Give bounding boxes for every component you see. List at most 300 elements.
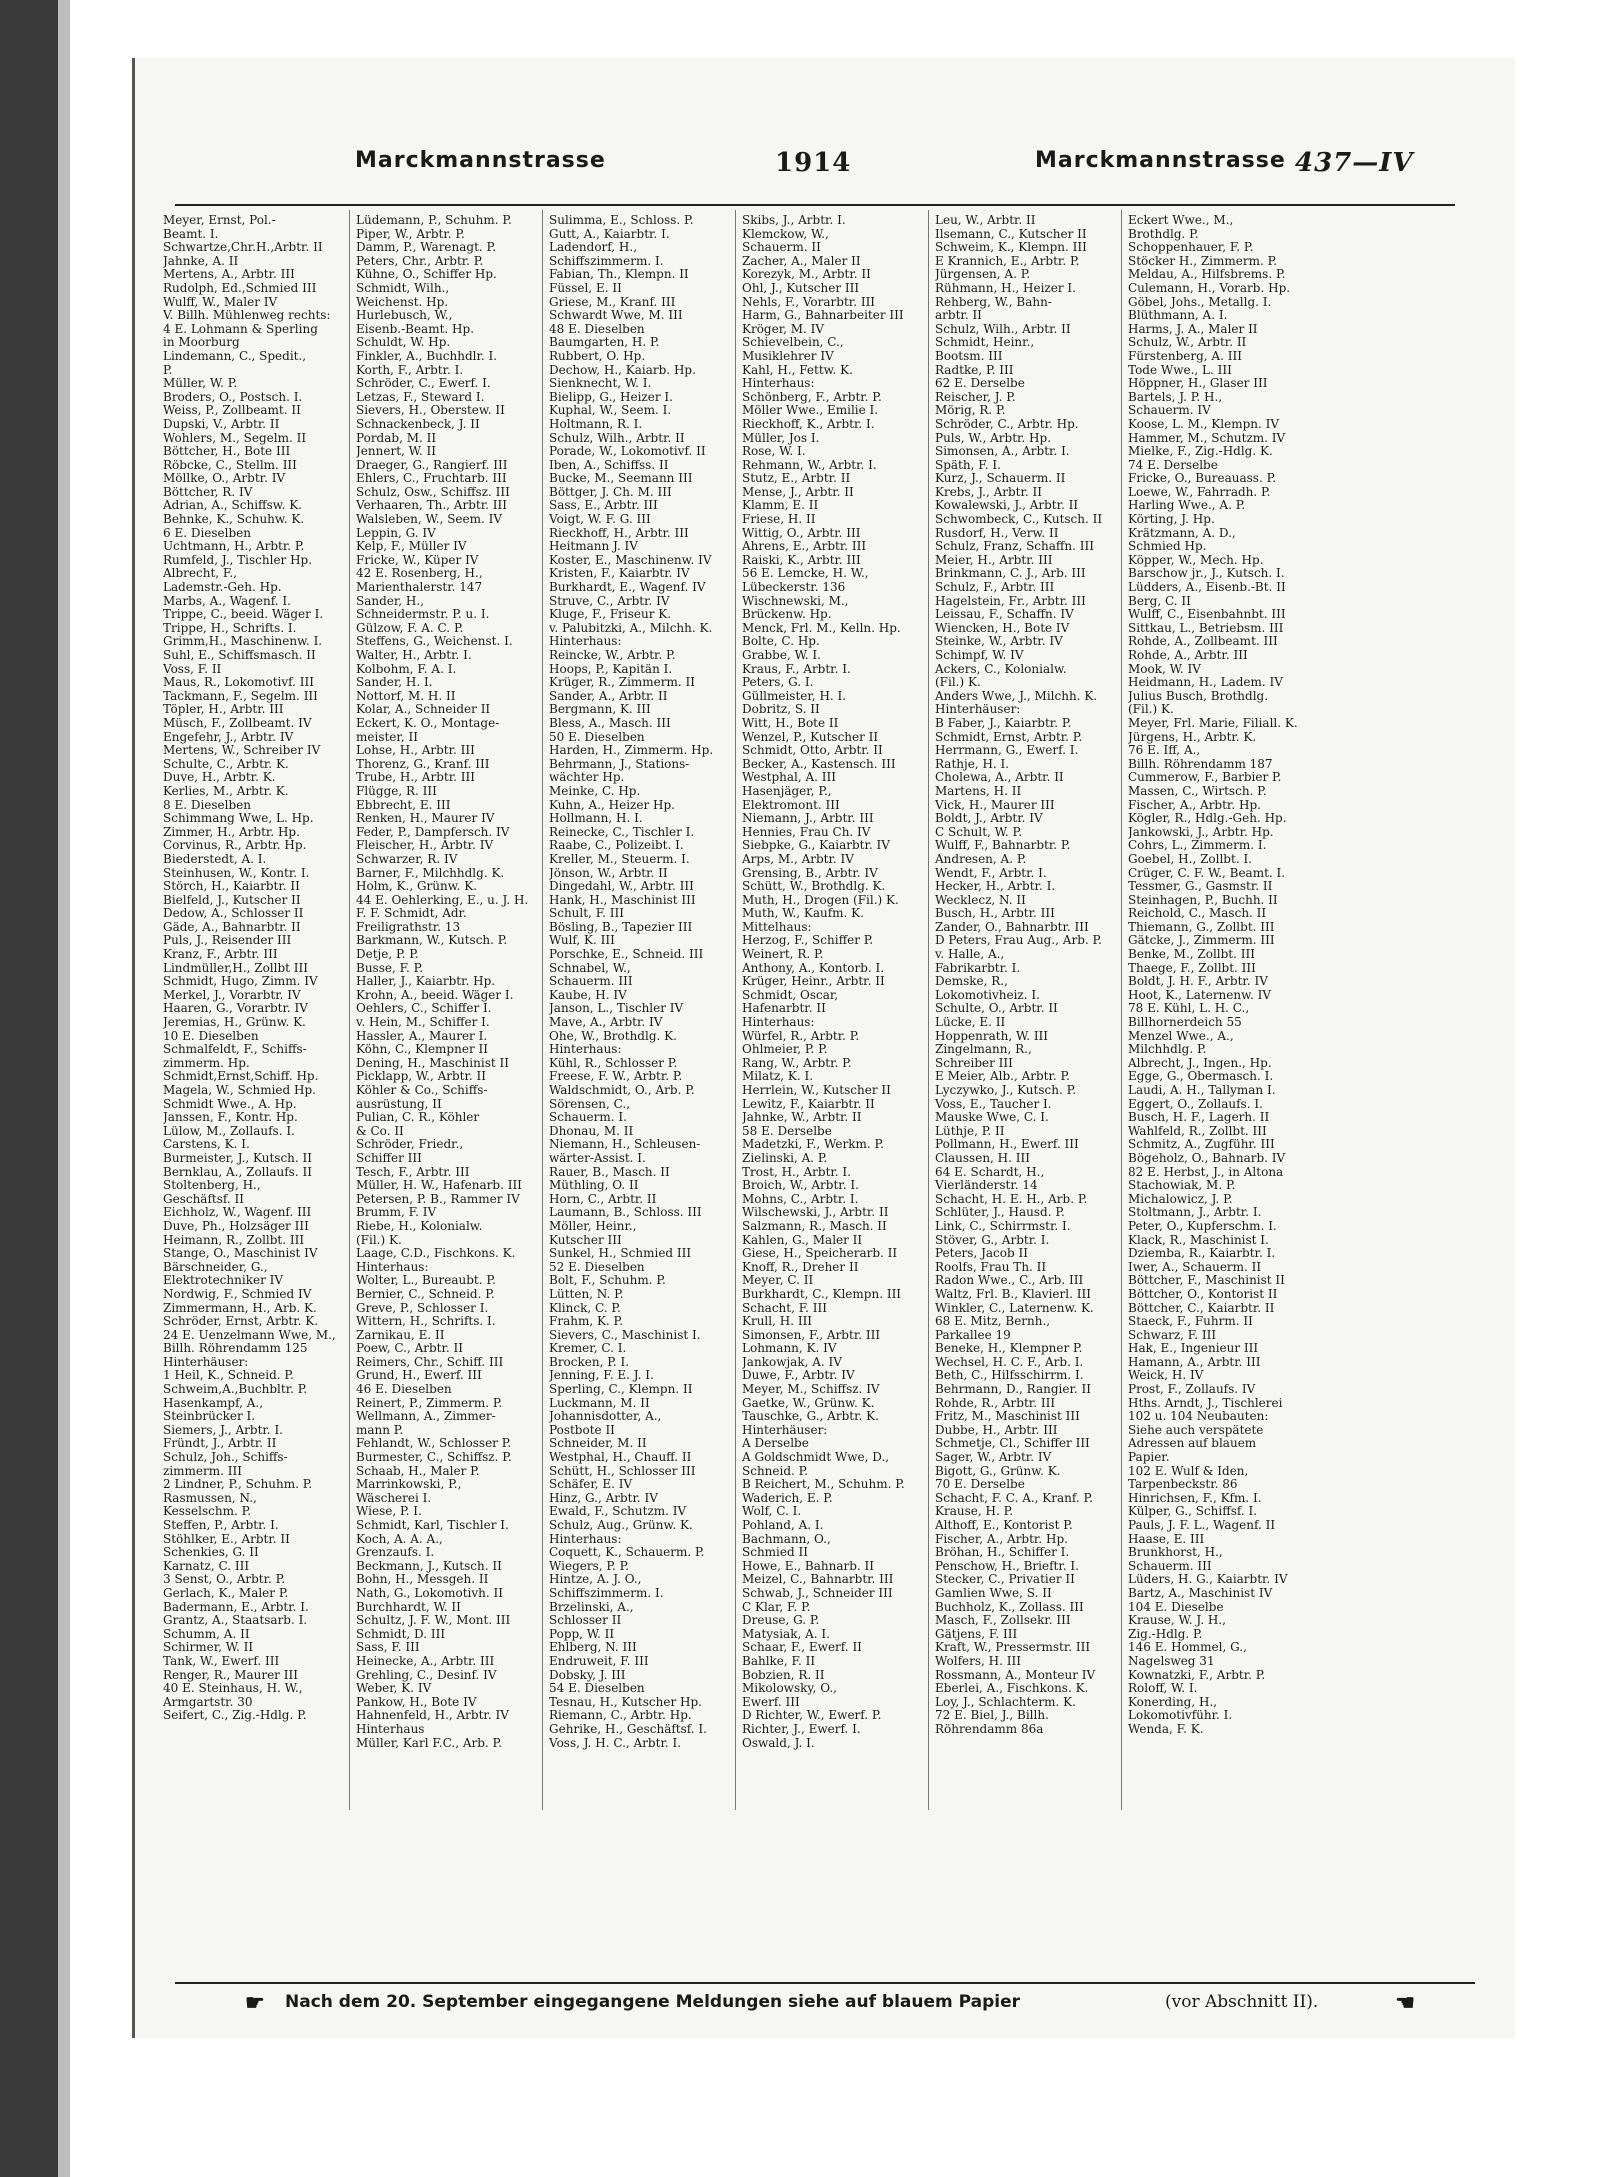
directory-entry: Göbel, Johs., Metallg. I. <box>1128 295 1272 309</box>
directory-entry: Loewe, W., Fahrradh. P. <box>1128 485 1271 499</box>
directory-entry: Tessmer, G., Gasmstr. II <box>1128 880 1273 894</box>
directory-entry: Pordab, M. II <box>356 431 437 445</box>
directory-entry: Hintze, A. J. O., <box>549 1573 642 1587</box>
directory-entry: Ladendorf, H., <box>549 241 638 255</box>
directory-entry: 24 E. Uenzelmann Wwe, M., <box>163 1328 336 1342</box>
directory-entry: 64 E. Schardt, H., <box>935 1165 1045 1179</box>
directory-entry: Kraft, W., Pressermstr. III <box>935 1641 1091 1655</box>
directory-entry: Waldschmidt, O., Arb. P. <box>549 1084 695 1097</box>
directory-entry: Hagelstein, Fr., Arbtr. III <box>935 594 1086 608</box>
directory-entry: Schütt, H., Schlosser III <box>549 1464 696 1478</box>
directory-entry: Muth, W., Kaufm. K. <box>742 907 864 921</box>
directory-entry: Jenning, F. E. J. I. <box>549 1369 654 1383</box>
directory-entry: Schwombeck, C., Kutsch. II <box>935 513 1103 527</box>
column-1 <box>157 210 350 1810</box>
directory-entry: Ewald, F., Schutzm. IV <box>549 1505 687 1519</box>
directory-entry: Schauerm. IV <box>1128 404 1211 418</box>
directory-entry: Sittkau, L., Betriebsm. III <box>1128 621 1284 635</box>
directory-entry: Krull, H. III <box>742 1315 813 1329</box>
directory-entry: Grenzaufs. I. <box>356 1546 435 1560</box>
directory-entry: Gätcke, J., Zimmerm. III <box>1128 934 1275 948</box>
directory-entry: Schult, F. III <box>549 907 624 921</box>
directory-entry: Trube, H., Arbtr. III <box>356 771 475 785</box>
directory-entry: Maus, R., Lokomotivf. III <box>163 676 315 690</box>
directory-entry: Biederstedt, A. I. <box>163 852 267 866</box>
directory-entry: Sander, H., <box>356 594 425 608</box>
directory-entry: Salzmann, R., Masch. II <box>742 1219 887 1233</box>
directory-entry: Dreuse, G. P. <box>742 1614 820 1628</box>
directory-entry: Parkallee 19 <box>935 1328 1011 1342</box>
directory-entry: Wulf, K. III <box>549 934 615 948</box>
directory-entry: Wiese, P. I. <box>356 1505 422 1519</box>
directory-entry: & Co. II <box>356 1124 404 1138</box>
directory-entry: Dupski, V., Arbtr. II <box>163 417 280 431</box>
directory-entry: Roloff, W. I. <box>1128 1682 1198 1696</box>
directory-entry: 102 E. Wulf & Iden, <box>1128 1464 1249 1478</box>
directory-entry: Güllmeister, H. I. <box>742 689 847 703</box>
directory-entry: Waltz, Frl. B., Klavierl. III <box>935 1287 1091 1301</box>
directory-entry: E Meier, Alb., Arbtr. P. <box>935 1070 1070 1084</box>
directory-entry: Renger, R., Maurer III <box>163 1668 298 1682</box>
directory-entry: 82 E. Herbst, J., in Altona <box>1128 1165 1284 1179</box>
directory-entry: Zimmermann, H., Arb. K. <box>163 1301 317 1315</box>
directory-entry: Hassler, A., Maurer I. <box>356 1029 488 1043</box>
directory-entry: Gutt, A., Kaiarbtr. I. <box>549 227 670 241</box>
directory-entry: Hank, H., Maschinist III <box>549 893 696 907</box>
directory-entry: Egge, G., Obermasch. I. <box>1128 1070 1274 1084</box>
column-2 <box>350 210 543 1810</box>
directory-entry: Bielipp, G., Heizer I. <box>549 390 673 404</box>
directory-entry: (Fil.) K. <box>935 676 981 690</box>
directory-entry: Dingedahl, W., Arbtr. III <box>549 880 694 894</box>
footer-notice: Nach dem 20. September eingegangene Meldungen siehe auf blauem Papier <box>285 1992 1021 2012</box>
directory-entry: Schmidt, Ernst, Arbtr. P. <box>935 730 1083 744</box>
directory-entry: Poew, C., Arbtr. II <box>356 1342 464 1356</box>
directory-entry: Cummerow, F., Barbier P. <box>1128 771 1282 785</box>
directory-entry: Mense, J., Arbtr. II <box>742 485 854 499</box>
directory-entry: Möllke, O., Arbtr. IV <box>163 472 286 486</box>
directory-entry: Westphal, H., Chauff. II <box>549 1451 692 1465</box>
directory-entry: Kaube, H. IV <box>549 988 627 1002</box>
directory-entry: Röbcke, C., Stellm. III <box>163 458 297 472</box>
directory-entry: Sass, F. III <box>356 1641 420 1655</box>
directory-entry: Westphal, A. III <box>742 771 836 785</box>
directory-entry: 76 E. Iff, A., <box>1128 744 1201 758</box>
directory-entry: Gätjens, F. III <box>935 1627 1018 1641</box>
directory-entry: 72 E. Biel, J., Billh. <box>935 1709 1049 1723</box>
directory-entry: Wechsel, H. C. F., Arb. I. <box>935 1355 1084 1369</box>
directory-entry: Kraus, F., Arbtr. I. <box>742 662 851 676</box>
directory-entry: Behnke, K., Schuhw. K. <box>163 513 305 527</box>
directory-entry: Kowalewski, J., Arbtr. II <box>935 499 1079 513</box>
directory-entry: Siebpke, G., Kaiarbtr. IV <box>742 839 890 853</box>
directory-entry: Wittern, H., Schrifts. I. <box>356 1315 496 1329</box>
directory-entry: A Derselbe <box>742 1437 809 1451</box>
directory-entry: Thaege, F., Zollbt. III <box>1128 961 1256 975</box>
directory-entry: Krause, W. J. H., <box>1128 1614 1226 1628</box>
directory-entry: Schlüter, J., Hausd. P. <box>935 1206 1065 1220</box>
directory-entry: Boldt, J., Arbtr. IV <box>935 812 1043 826</box>
directory-entry: Eckert Wwe., M., <box>1128 214 1234 227</box>
directory-entry: Hinterhaus <box>356 1722 425 1736</box>
directory-entry: Rieckhoff, H., Arbtr. III <box>549 526 689 540</box>
directory-entry: Ohl, J., Kutscher III <box>742 281 860 295</box>
directory-entry: Massen, C., Wirtsch. P. <box>1128 784 1267 798</box>
directory-entry: Magela, W., Schmied Hp. <box>163 1084 316 1097</box>
directory-entry: Mauske Wwe, C. I. <box>935 1111 1049 1125</box>
directory-entry: Schwartze,Chr.H.,Arbtr. II <box>163 241 323 255</box>
directory-entry: Rieckhoff, K., Arbtr. I. <box>742 417 875 431</box>
directory-entry: 2 Lindner, P., Schuhm. P. <box>163 1478 313 1492</box>
directory-entry: Jürgensen, A. P. <box>935 268 1031 282</box>
directory-entry: Beth, C., Hilfsschirrm. I. <box>935 1369 1084 1383</box>
directory-entry: Korezyk, M., Arbtr. II <box>742 268 871 282</box>
directory-entry: Fischer, A., Arbtr. Hp. <box>935 1532 1068 1546</box>
directory-entry: Blüthmann, A. I. <box>1128 309 1228 323</box>
directory-entry: Schwarzer, R. IV <box>356 852 458 866</box>
directory-entry: Wulff, W., Maler IV <box>163 295 278 309</box>
directory-entry: Steinhusen, W., Kontr. I. <box>163 866 310 880</box>
directory-entry: Schaab, H., Maler P. <box>356 1464 480 1478</box>
directory-entry: Riebe, H., Kolonialw. <box>356 1219 483 1233</box>
directory-entry: 68 E. Mitz, Bernh., <box>935 1315 1051 1329</box>
directory-entry: Trippe, C., beeid. Wäger I. <box>163 608 324 622</box>
directory-entry: Hinterhaus: <box>356 1260 429 1274</box>
directory-entry: Fründt, J., Arbtr. II <box>163 1437 277 1451</box>
directory-entry: Wischnewski, M., <box>742 594 849 608</box>
directory-entry: Hinterhäuser: <box>742 1423 828 1437</box>
directory-entry: Friese, H. II <box>742 513 816 527</box>
directory-entry: Schievelbein, C., <box>742 336 844 350</box>
directory-entry: Albrecht, J., Ingen., Hp. <box>1128 1056 1272 1070</box>
directory-entry: Schimpf, W. IV <box>935 649 1024 662</box>
directory-entry: Koch, A. A. A., <box>356 1532 443 1546</box>
directory-entry: Badermann, E., Arbtr. I. <box>163 1600 309 1614</box>
directory-entry: 48 E. Dieselben <box>549 322 645 336</box>
directory-entry: Meldau, A., Hilfsbrems. P. <box>1128 268 1286 282</box>
directory-entry: D Peters, Frau Aug., Arb. P. <box>935 934 1102 948</box>
directory-entry: Marrinkowski, P., <box>356 1478 462 1492</box>
directory-entry: Bigott, G., Grünw. K. <box>935 1464 1061 1478</box>
directory-entry: Masch, F., Zollsekr. III <box>935 1614 1071 1628</box>
directory-entry: Detje, P. P. <box>356 948 419 962</box>
directory-entry: Duwe, F., Arbtr. IV <box>742 1369 855 1383</box>
directory-entry: Koose, L. M., Klempn. IV <box>1128 417 1280 431</box>
directory-entry: Nath, G., Lokomotivh. II <box>356 1586 504 1600</box>
directory-entry: Carstens, K. I. <box>163 1138 250 1152</box>
directory-entry: Mertens, W., Schreiber IV <box>163 744 321 758</box>
directory-entry: Tesnau, H., Kutscher Hp. <box>549 1695 702 1709</box>
directory-entry: Pollmann, H., Ewerf. III <box>935 1138 1079 1152</box>
directory-entry: Ohe, W., Brothdlg. K. <box>549 1029 677 1043</box>
directory-entry: Klamm, E. II <box>742 499 819 513</box>
directory-entry: Kahlen, G., Maler II <box>742 1233 863 1247</box>
directory-entry: Bless, A., Masch. III <box>549 716 671 730</box>
street-name-right: Marckmannstrasse <box>1035 148 1286 173</box>
page-number: 437—IV <box>1295 148 1414 178</box>
directory-entry: Link, C., Schirrmstr. I. <box>935 1219 1071 1233</box>
directory-entry: Skibs, J., Arbtr. I. <box>742 214 846 227</box>
directory-entry: Schmied II <box>742 1546 808 1560</box>
directory-entry: Hths. Arndt, J., Tischlerei <box>1128 1396 1283 1410</box>
directory-entry: Picklapp, W., Arbtr. II <box>356 1070 487 1084</box>
directory-entry: 52 E. Dieselben <box>549 1260 645 1274</box>
directory-entry: Heinecke, A., Arbtr. III <box>356 1654 495 1668</box>
directory-entry: B Reichert, M., Schuhm. P. <box>742 1478 905 1492</box>
directory-entry: Giese, H., Speicherarb. II <box>742 1247 898 1261</box>
directory-entry: Ackers, C., Kolonialw. <box>935 662 1067 676</box>
directory-entry: Rubbert, O. Hp. <box>549 349 646 363</box>
directory-entry: Trippe, H., Schrifts. I. <box>163 621 297 635</box>
directory-entry: Müller, H. W., Hafenarb. III <box>356 1179 522 1193</box>
directory-entry: Wilschewski, J., Arbtr. II <box>742 1206 889 1220</box>
directory-entry: Matysiak, A. I. <box>742 1627 830 1641</box>
directory-entry: Hammer, M., Schutzm. IV <box>1128 431 1286 445</box>
directory-entry: Thorenz, G., Kranf. III <box>356 757 490 771</box>
directory-entry: Reinert, P., Zimmerm. P. <box>356 1396 503 1410</box>
directory-entry: Brückenw. Hp. <box>742 608 832 622</box>
directory-entry: Schmidt, Hugo, Zimm. IV <box>163 975 318 989</box>
directory-entry: Lokomotivführ. I. <box>1128 1709 1233 1723</box>
directory-entry: Bärschneider, G., <box>163 1260 268 1274</box>
directory-entry: Hoops, P., Kapitän I. <box>549 662 673 676</box>
directory-entry: Schuldt, W. Hp. <box>356 336 451 350</box>
directory-entry: Becker, A., Kastensch. III <box>742 757 896 771</box>
directory-entry: Koster, E., Maschinenw. IV <box>549 553 712 567</box>
directory-entry: Schiffer III <box>356 1151 422 1165</box>
directory-entry: Böttcher, H., Bote III <box>163 445 291 459</box>
directory-entry: Pankow, H., Bote IV <box>356 1695 477 1709</box>
directory-entry: Krüger, Heinr., Arbtr. II <box>742 975 885 989</box>
directory-entry: Hinterhaus: <box>742 377 815 391</box>
directory-entry: Anders Wwe, J., Milchh. K. <box>935 689 1098 703</box>
directory-entry: Gäde, A., Bahnarbtr. II <box>163 920 301 934</box>
directory-entry: Schneidermstr. P. u. I. <box>356 608 490 622</box>
directory-entry: Schauerm. I. <box>549 1111 627 1125</box>
directory-entry: Rudolph, Ed.,Schmied III <box>163 281 317 295</box>
directory-entry: Schulz, F., Arbtr. III <box>935 581 1055 595</box>
directory-entry: Schmidt, Wilh., <box>356 281 450 295</box>
directory-entry: Burkhardt, E., Wagenf. IV <box>549 581 706 595</box>
directory-entry: Klack, R., Maschinist I. <box>1128 1233 1269 1247</box>
directory-entry: Hamann, A., Arbtr. III <box>1128 1355 1261 1369</box>
directory-entry: 6 E. Dieselben <box>163 526 252 540</box>
directory-entry: Burchhardt, W. II <box>356 1600 461 1614</box>
directory-entry: Schmidt Wwe., A. Hp. <box>163 1097 297 1111</box>
directory-entry: Heitmann J. IV <box>549 540 638 554</box>
directory-entry: Bielfeld, J., Kutscher II <box>163 893 301 907</box>
directory-entry: Iwer, A., Schauerm. II <box>1128 1260 1262 1274</box>
directory-entry: Leu, W., Arbtr. II <box>935 214 1036 227</box>
directory-entry: Dubbe, H., Arbtr. III <box>935 1423 1058 1437</box>
directory-entry: Burmeister, J., Kutsch. II <box>163 1151 313 1165</box>
directory-entry: Schulz, Joh., Schiffs- <box>163 1451 288 1465</box>
directory-entry: Vick, H., Maurer III <box>935 798 1055 812</box>
directory-entry: Elektrotechniker IV <box>163 1274 284 1288</box>
directory-entry: Claussen, H. III <box>935 1151 1030 1165</box>
directory-entry: Tarpenbeckstr. 86 <box>1128 1478 1238 1492</box>
directory-entry: Heidmann, H., Ladem. IV <box>1128 676 1283 690</box>
directory-entry: Höppner, H., Glaser III <box>1128 377 1268 391</box>
directory-entry: 102 u. 104 Neubauten: <box>1128 1410 1269 1424</box>
directory-entry: Michalowicz, J. P. <box>1128 1192 1233 1206</box>
directory-entry: Dhonau, M. II <box>549 1124 634 1138</box>
directory-entry: Winkler, C., Laternenw. K. <box>935 1301 1094 1315</box>
directory-entry: Ehlers, C., Fruchtarb. III <box>356 472 507 486</box>
directory-entry: Lademstr.-Geh. Hp. <box>163 581 282 595</box>
directory-entry: Wolfers, H. III <box>935 1654 1021 1668</box>
directory-entry: Janson, L., Tischler IV <box>549 1002 684 1016</box>
directory-entry: Althoff, E., Kontorist P. <box>935 1519 1073 1532</box>
directory-entry: Weinert, R. P. <box>742 948 824 962</box>
directory-entry: Hinterhaus: <box>549 1532 622 1546</box>
directory-entry: Sager, W., Arbtr. IV <box>935 1451 1052 1465</box>
directory-entry: Schacht, H. E. H., Arb. P. <box>935 1192 1088 1206</box>
directory-entry: Schlosser II <box>549 1614 622 1628</box>
directory-entry: Simonsen, A., Arbtr. I. <box>935 445 1070 459</box>
directory-entry: Letzas, F., Steward I. <box>356 390 485 404</box>
directory-entry: Bösling, B., Tapezier III <box>549 920 693 934</box>
directory-entry: arbtr. II <box>935 309 982 323</box>
directory-entry: Milatz, K. I. <box>742 1070 814 1084</box>
directory-entry: Schimmang Wwe, L. Hp. <box>163 812 314 826</box>
directory-entry: Weber, K. IV <box>356 1682 432 1696</box>
directory-entry: Behrmann, J., Stations- <box>549 757 690 771</box>
directory-entry: Schweim,A.,Buchbltr. P. <box>163 1383 308 1397</box>
directory-entry: Herzog, F., Schiffer P. <box>742 934 874 948</box>
directory-entry: Schmetje, Cl., Schiffer III <box>935 1437 1090 1451</box>
directory-entry: Krohn, A., beeid. Wäger I. <box>356 988 514 1002</box>
directory-entry: Kuhn, A., Heizer Hp. <box>549 798 675 812</box>
directory-entry: Schulz, Franz, Schaffn. III <box>935 540 1095 554</box>
directory-entry: Jennert, W. II <box>356 445 437 459</box>
directory-entry: zimmerm. Hp. <box>163 1056 250 1070</box>
directory-entry: Späth, F. I. <box>935 458 1001 472</box>
directory-entry: Burkhardt, C., Klempn. III <box>742 1287 902 1301</box>
directory-entry: 104 E. Dieselbe <box>1128 1600 1224 1614</box>
directory-entry: Eisenb.-Beamt. Hp. <box>356 322 475 336</box>
directory-entry: Demske, R., <box>935 975 1008 989</box>
directory-entry: Flügge, R. III <box>356 784 437 798</box>
directory-entry: Waderich, E. P. <box>742 1491 833 1505</box>
directory-entry: Wendt, F., Arbtr. I. <box>935 866 1047 880</box>
directory-entry: Fürstenberg, A. III <box>1128 349 1242 363</box>
directory-entry: Busch, H. F., Lagerh. II <box>1128 1111 1270 1125</box>
directory-entry: V. Billh. Mühlenweg rechts: <box>163 309 331 323</box>
directory-entry: Damm, P., Warenagt. P. <box>356 241 497 255</box>
directory-entry: Lohmann, K. IV <box>742 1342 837 1356</box>
directory-entry: Böttcher, O., Kontorist II <box>1128 1287 1278 1301</box>
year: 1914 <box>775 148 852 178</box>
directory-entry: Hollmann, H. I. <box>549 812 643 826</box>
directory-entry: Tauschke, G., Arbtr. K. <box>742 1410 879 1424</box>
directory-entry: Kühne, O., Schiffer Hp. <box>356 268 497 282</box>
directory-entry: Lüthje, P. II <box>935 1124 1005 1138</box>
directory-entry: Behrmann, D., Rangier. II <box>935 1383 1091 1397</box>
directory-entry: Wahlfeld, R., Zollbt. III <box>1128 1124 1267 1138</box>
directory-entry: 146 E. Hommel, G., <box>1128 1641 1247 1655</box>
directory-entry: Raiski, K., Arbtr. III <box>742 553 861 567</box>
directory-entry: Jeremias, H., Grünw. K. <box>163 1016 306 1030</box>
directory-entry: Laumann, B., Schloss. III <box>549 1206 702 1220</box>
directory-entry: 4 E. Lohmann & Sperling <box>163 322 318 336</box>
directory-entry: Rehmann, W., Arbtr. I. <box>742 458 877 472</box>
directory-entry: Stoltmann, J., Arbtr. I. <box>1128 1206 1262 1220</box>
directory-entry: Radon Wwe., C., Arb. III <box>935 1274 1084 1288</box>
directory-entry: Kelp, F., Müller IV <box>356 540 467 554</box>
directory-entry: Tackmann, F., Segelm. III <box>163 689 318 703</box>
directory-entry: Jönson, W., Arbtr. II <box>549 866 668 880</box>
directory-entry: 3 Senst, O., Arbtr. P. <box>163 1573 286 1587</box>
directory-entry: Kluge, F., Friseur K. <box>549 608 672 622</box>
column-4 <box>736 210 929 1810</box>
directory-entry: Dedow, A., Schlosser II <box>163 907 304 921</box>
directory-entry: Brunkhorst, H., <box>1128 1546 1223 1560</box>
directory-entry: Schwab, J., Schneider III <box>742 1586 893 1600</box>
directory-entry: Zielinski, A. P. <box>742 1151 828 1165</box>
directory-entry: C Klar, F. P. <box>742 1600 811 1614</box>
directory-entry: Schauerm. II <box>742 241 821 255</box>
directory-entry: Klinck, C. P. <box>549 1301 621 1315</box>
directory-entry: Rusdorf, H., Verw. II <box>935 526 1059 540</box>
directory-entry: Milchhdlg. P. <box>1128 1043 1207 1057</box>
binding-edge <box>0 0 70 2177</box>
directory-entry: Jankowjak, A. IV <box>742 1355 842 1369</box>
directory-entry: Dobritz, S. II <box>742 703 820 717</box>
directory-entry: Niemann, H., Schleusen- <box>549 1138 701 1152</box>
directory-entry: Porade, W., Lokomotivf. II <box>549 445 706 459</box>
directory-entry: v. Palubitzki, A., Milchh. K. <box>549 621 713 635</box>
directory-entry: Voss, J. H. C., Arbtr. I. <box>549 1736 682 1750</box>
directory-entry: Schmidt, Karl, Tischler I. <box>356 1519 509 1532</box>
directory-entry: Harden, H., Zimmerm. Hp. <box>549 744 714 758</box>
directory-entry: F. F. Schmidt, Adr. <box>356 907 467 921</box>
directory-entry: Zacher, A., Maler II <box>742 254 861 268</box>
directory-entry: Müller, Jos I. <box>742 431 820 445</box>
directory-entry: Haaren, G., Vorarbtr. IV <box>163 1002 308 1016</box>
directory-entry: mann P. <box>356 1423 404 1437</box>
directory-entry: Draeger, G., Rangierf. III <box>356 458 508 472</box>
directory-entry: Mittelhaus: <box>742 920 812 934</box>
directory-entry: (Fil.) K. <box>1128 703 1174 717</box>
directory-entry: Fritz, M., Maschinist III <box>935 1410 1080 1424</box>
directory-entry: Kurz, J., Schauerm. II <box>935 472 1066 486</box>
directory-entry: Schirmer, W. II <box>163 1641 254 1655</box>
directory-entry: 54 E. Dieselben <box>549 1682 645 1696</box>
directory-entry: Coquett, K., Schauerm. P. <box>549 1546 705 1560</box>
directory-entry: Lohse, H., Arbtr. III <box>356 744 475 758</box>
directory-entry: Beckmann, J., Kutsch. II <box>356 1559 502 1573</box>
directory-entry: Leissau, F., Schaffn. IV <box>935 608 1074 622</box>
directory-entry: Eckert, K. O., Montage- <box>356 716 500 730</box>
directory-entry: Bartz, A., Maschinist IV <box>1128 1586 1273 1600</box>
directory-entry: Rumfeld, J., Tischler Hp. <box>163 553 313 567</box>
directory-entry: Zarnikau, E. II <box>356 1328 445 1342</box>
directory-entry: Laudi, A. H., Tallyman I. <box>1128 1084 1276 1097</box>
directory-entry: Pauls, J. F. L., Wagenf. II <box>1128 1519 1276 1532</box>
directory-entry: Mikolowsky, O., <box>742 1682 837 1696</box>
directory-entry: Benke, M., Zollbt. III <box>1128 948 1255 962</box>
directory-entry: Grabbe, W. I. <box>742 649 821 662</box>
directory-entry: Fricke, W., Küper IV <box>356 553 479 567</box>
directory-entry: zimmerm. III <box>163 1464 242 1478</box>
directory-entry: Dobsky, J. III <box>549 1668 626 1682</box>
directory-entry: Rathje, H. I. <box>935 757 1010 771</box>
directory-entry: Bernier, C., Schneid. P. <box>356 1287 495 1301</box>
directory-entry: Ilsemann, C., Kutscher II <box>935 227 1087 241</box>
directory-entry: Menck, Frl. M., Kelln. Hp. <box>742 621 901 635</box>
directory-entry: in Moorburg <box>163 336 240 350</box>
